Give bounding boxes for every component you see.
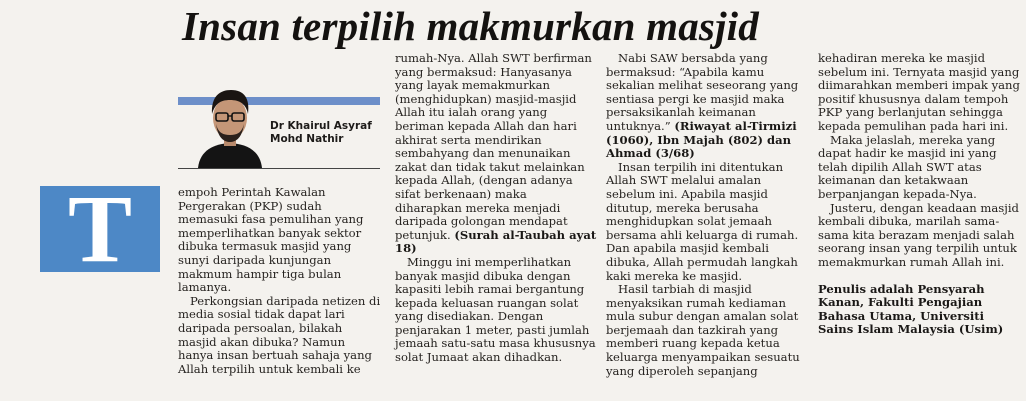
article-column-4 <box>818 52 1020 337</box>
paragraph: Justeru, dengan keadaan masjid kembali dibuka, marilah sama-sama kita berazam menjadi salah seorang insan yang terpilih untuk memakmurkan rumah Allah ini. <box>818 200 1019 269</box>
quote-text: Nabi SAW bersabda yang bermaksud: “Apabila kamu sekalian melihat seseorang yang sentiasa pergi ke masjid maka persaksikanlah keimanan untuknya.” <box>606 51 799 133</box>
paragraph: Minggu ini memperlihatkan banyak masjid dibuka dengan kapasiti lebih ramai bergantung kepada keluasan ruangan solat yang disediakan. Dengan penjarakan 1 meter, pasti jumlah jemaah satu-satu masa khususnya solat Jumaat akan dihadkan. <box>395 254 596 365</box>
paragraph: empoh Perintah Kawalan Pergerakan (PKP) sudah memasuki fasa pemulihan yang memperlihatkan banyak sektor dibuka termasuk masjid yang sunyi daripada kunjungan makmum hampir tiga bulan lamanya. <box>178 185 364 295</box>
author-name: Dr Khairul Asyraf Mohd Nathir <box>270 120 372 145</box>
drop-cap: T <box>40 186 160 272</box>
article-column-1 <box>178 186 384 376</box>
paragraph: Perkongsian daripada netizen di media sosial tidak dapat lari daripada persoalan, bilakah masjid akan dibuka? Namun hanya insan bertuah sahaja yang Allah terpilih untuk kembali ke <box>178 293 381 376</box>
article-column-2 <box>395 52 597 365</box>
paragraph: Maka jelaslah, mereka yang dapat hadir ke masjid ini yang telah dipilih Allah SWT atas keimanan dan ketakwaan berpanjangan kepada-Nya. <box>818 132 997 201</box>
paragraph: Insan terpilih ini ditentukan Allah SWT melalui amalan sebelum ini. Apabila masjid ditutup, mereka berusaha menghidupkan solat jemaah bersama ahli keluarga di rumah. Dan apabila masjid kembali dibuka, Allah permudah langkah kaki mereka ke masjid. <box>606 159 799 283</box>
author-signoff <box>818 283 1020 337</box>
author-portrait <box>194 80 266 168</box>
signoff-text: Penulis adalah Pensyarah Kanan, Fakulti Pengajian Bahasa Utama, Universiti Sains Islam Malaysia (Usim) <box>818 281 1004 337</box>
paragraph: Hasil tarbiah di masjid menyaksikan rumah kediaman mula subur dengan amalan solat berjemaah dan tazkirah yang memberi ruang kepada ketua keluarga menyampaikan sesuatu yang diperoleh sepanjang <box>606 282 800 378</box>
headline: Insan terpilih makmurkan masjid <box>182 3 759 49</box>
byline-divider <box>178 168 380 169</box>
paragraph <box>395 52 597 256</box>
byline-block <box>178 80 380 170</box>
paragraph: kehadiran mereka ke masjid sebelum ini. Ternyata masjid yang diimarahkan memberi impak yang positif khususnya dalam tempoh PKP yang berlanjutan sehingga kepada pemulihan pada hari ini. <box>818 51 1020 133</box>
article-column-3 <box>606 52 808 378</box>
quote-reference: (Riwayat al-Tirmizi (1060), Ibn Majah (802) dan Ahmad (3/68) <box>606 118 797 161</box>
quote-reference: (Surah al-Taubah ayat 18) <box>395 227 597 256</box>
quote-text: rumah-Nya. Allah SWT berfirman yang bermaksud: Hanyasanya yang layak memakmurkan (menghidupkan) masjid-masjid Allah itu ialah orang yang beriman kepada Allah dan hari akhirat serta mendirikan sembahyang dan menunaikan zakat dan tidak takut melainkan kepada Allah, (dengan adanya sifat berkenaan) maka diharapkan mereka menjadi daripada golongan mendapat petunjuk. <box>395 51 592 242</box>
paragraph <box>606 52 808 161</box>
